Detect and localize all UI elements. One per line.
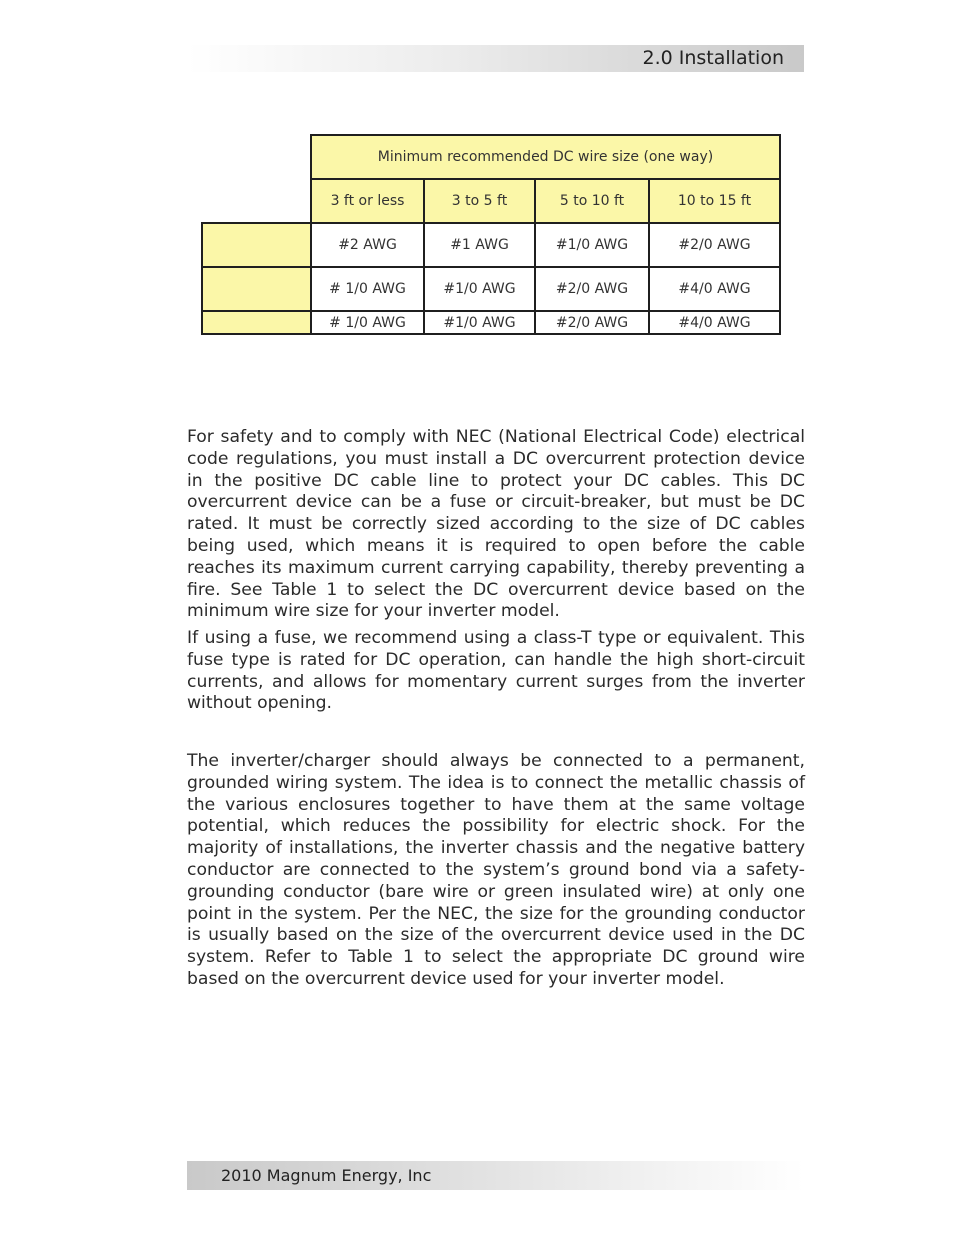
footer-copyright: 2010 Magnum Energy, Inc — [221, 1166, 432, 1185]
row-header-cell — [202, 267, 311, 311]
paragraph-overcurrent-protection: For safety and to comply with NEC (National Electrical Code) electrical code regulations, you must install a DC overcurrent protection device in the positive DC cable line to protect your DC cables. This DC overcurrent device can be a fuse or circuit-breaker, but must be DC rated. It must be correctly sized according to the size of DC cables being used, which means it is required to open before the cable reaches its maximum current carrying capability, thereby preventing a fire. See Table 1 to select the DC overcurrent device based on the minimum wire size for your inverter model. — [187, 427, 805, 622]
column-header: 3 ft or less — [311, 179, 424, 223]
column-header: 3 to 5 ft — [424, 179, 535, 223]
section-title: 2.0 Installation — [642, 47, 784, 69]
table-caption-header: Minimum recommended DC wire size (one way) — [311, 135, 780, 179]
table-cell: #2/0 AWG — [535, 311, 649, 334]
table-cell: #2/0 AWG — [535, 267, 649, 311]
row-header-cell — [202, 311, 311, 334]
table-cell: #1 AWG — [424, 223, 535, 267]
table-row — [202, 311, 780, 334]
table-corner — [202, 135, 311, 179]
table-cell: #2 AWG — [311, 223, 424, 267]
column-header: 10 to 15 ft — [649, 179, 780, 223]
wire-size-table — [201, 134, 781, 335]
row-header-cell — [202, 223, 311, 267]
table-row — [202, 223, 780, 267]
table-row — [202, 267, 780, 311]
footer-bar — [187, 1161, 804, 1190]
paragraph-grounding: The inverter/charger should always be connected to a permanent, grounded wiring system. The idea is to connect the metallic chassis of the various enclosures together to have them at the same voltage potential, which reduces the possibility for electric shock. For the majority of installations, the inverter chassis and the negative battery conductor are connected to the system’s ground bond via a safety-grounding conductor (bare wire or green insulated wire) at only one point in the system. Per the NEC, the size for the grounding conductor is usually based on the size of the overcurrent device used in the DC system. Refer to Table 1 to select the appropriate DC ground wire based on the overcurrent device used for your inverter model. — [187, 751, 805, 989]
table-header-row — [202, 135, 780, 179]
table-cell: #1/0 AWG — [424, 267, 535, 311]
table-distance-row — [202, 179, 780, 223]
section-header-bar — [187, 45, 804, 72]
table-cell: # 1/0 AWG — [311, 267, 424, 311]
table-cell: #2/0 AWG — [649, 223, 780, 267]
table-cell: #1/0 AWG — [535, 223, 649, 267]
table-cell: #1/0 AWG — [424, 311, 535, 334]
paragraph-fuse-recommendation: If using a fuse, we recommend using a class-T type or equivalent. This fuse type is rated for DC operation, can handle the high short-circuit currents, and allows for momentary current surges from the inverter without opening. — [187, 628, 805, 714]
table-corner — [202, 179, 311, 223]
table-cell: # 1/0 AWG — [311, 311, 424, 334]
column-header: 5 to 10 ft — [535, 179, 649, 223]
table-cell: #4/0 AWG — [649, 311, 780, 334]
table-cell: #4/0 AWG — [649, 267, 780, 311]
